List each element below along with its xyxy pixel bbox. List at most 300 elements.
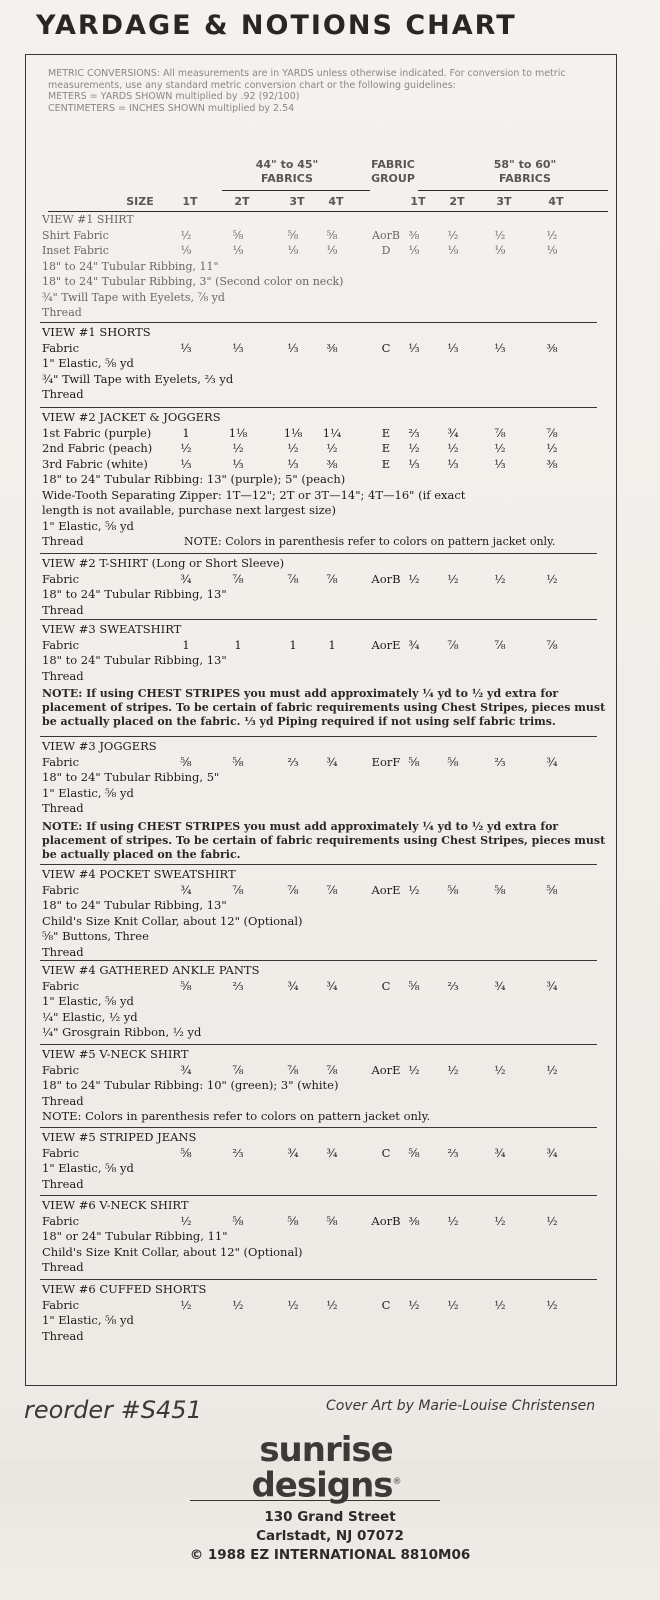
yardage-44-2t: 1⅛ [228,425,248,440]
yardage-58-4t: ⅝ [546,882,558,897]
header-fabric-group: FABRIC GROUP [371,158,415,185]
row-label: 18" to 24" Tubular Ribbing, 13" [42,898,227,912]
yardage-58-4t: ⅑ [546,244,558,257]
publisher-address [120,1508,540,1565]
row-label: 1" Elastic, ⅝ yd [42,1161,134,1175]
notion-row [40,1078,612,1094]
yardage-44-3t: 1 [289,637,297,652]
row-label: Fabric [42,1297,80,1312]
yardage-58-4t: ¾ [546,978,558,993]
yardage-58-2t: ½ [447,228,459,242]
size-header-3t-58: 3T [496,195,512,208]
section-view-6-cuffed-shorts [40,1282,612,1344]
yardage-44-3t: ½ [287,441,299,455]
yardage-44-3t: ⅞ [287,1062,299,1077]
notion-row [40,372,612,388]
cover-art-credit: Cover Art by Marie-Louise Christensen [326,1398,596,1414]
row-label: Fabric [42,637,80,652]
fabric-row [40,1298,612,1314]
row-label: ¼" Grosgrain Ribbon, ½ yd [42,1025,202,1039]
row-label: 18" to 24" Tubular Ribbing, 13" [42,653,227,667]
row-label: Fabric [42,340,80,355]
centimeters-line: CENTIMETERS = INCHES SHOWN multiplied by 2.54 [48,102,295,114]
row-label: 1" Elastic, ⅝ yd [42,1313,134,1327]
yardage-44-3t: ⅝ [287,1213,299,1228]
yardage-58-1t: ⅝ [408,1145,420,1160]
yardage-58-4t: ½ [546,1297,558,1312]
yardage-44-2t: ⅞ [232,1062,244,1077]
row-label: 1" Elastic, ⅝ yd [42,518,134,533]
notion-row [40,1161,612,1177]
yardage-44-2t: ⅝ [232,754,244,769]
yardage-44-2t: ⅓ [232,456,244,471]
section-divider [40,1044,597,1045]
yardage-58-2t: ⅞ [447,637,459,652]
size-header-1t-58: 1T [410,195,426,208]
yardage-58-1t: ½ [408,441,420,455]
address-city: Carlstadt, NJ 07072 [256,1528,404,1544]
yardage-44-4t: ⅝ [326,1213,338,1228]
yardage-44-1t: ½ [180,228,192,242]
yardage-44-3t: ⅞ [287,882,299,897]
yardage-44-2t: ½ [232,1297,244,1312]
notion-row [40,488,612,504]
yardage-44-4t: ⅜ [326,456,338,471]
section-view-4-pocket-sweatshirt [40,867,612,960]
notion-row [40,387,612,403]
yardage-44-3t: ⅔ [287,754,299,769]
header-rule-right [418,190,608,191]
section-heading: VIEW #4 POCKET SWEATSHIRT [42,867,236,881]
section-heading: VIEW #2 T-SHIRT (Long or Short Sleeve) [42,556,285,570]
row-label: Inset Fabric [42,244,109,257]
notion-row [40,1260,612,1276]
yardage-44-4t: ¾ [326,754,338,769]
section-heading: VIEW #4 GATHERED ANKLE PANTS [42,963,260,977]
chest-stripes-note: NOTE: If using CHEST STRIPES you must add approximately ¼ yd to ½ yd extra for placement of stripes. To be certain of fabric requirements using Chest Stripes, pieces must be actually placed on the fabric. [42,819,606,861]
yardage-44-4t: ⅞ [326,571,338,586]
yardage-44-1t: ½ [180,1213,192,1228]
fabric-row [40,441,612,457]
row-label: Thread [42,534,84,548]
notion-row [40,587,612,603]
row-label: Fabric [42,882,80,897]
fabric-row [40,1214,612,1230]
header-58-fabrics: 58" to 60" FABRICS [493,158,557,185]
section-view-6-v-neck-shirt [40,1198,612,1276]
size-header-1t-44: 1T [182,195,198,208]
yardage-44-1t: ½ [180,1297,192,1312]
fabric-group-code: C [381,1297,391,1312]
yardage-44-2t: ⅞ [232,882,244,897]
yardage-44-2t: ⅓ [232,340,244,355]
size-header-4t-44: 4T [328,195,344,208]
notion-row [40,929,612,945]
fabric-row [40,755,612,771]
section-view-3-sweatshirt [40,622,612,729]
fabric-group-code: C [381,340,391,355]
fabric-row [40,1146,612,1162]
yardage-44-4t: ⅝ [326,228,338,242]
yardage-58-2t: ¾ [447,425,459,440]
notion-row [40,1109,612,1125]
reorder-number: reorder #S451 [24,1396,202,1424]
yardage-58-1t: ⅑ [408,244,420,257]
yardage-44-2t: ⅑ [232,244,244,257]
yardage-44-4t: ⅜ [326,340,338,355]
yardage-44-2t: ⅝ [232,1213,244,1228]
notion-row [40,274,612,290]
notion-row [40,472,612,488]
yardage-58-3t: ⅔ [494,754,506,769]
yardage-58-2t: ⅔ [447,978,459,993]
fabric-row [40,426,612,442]
fabric-group-code: E [381,425,391,440]
yardage-58-4t: ⅜ [546,340,558,355]
fabric-row [40,341,612,357]
row-label: Fabric [42,571,80,586]
section-divider [40,1279,597,1280]
logo-word-designs: designs® [251,1465,401,1506]
fabric-group-code: AorE [371,637,401,652]
yardage-58-3t: ½ [494,1062,506,1077]
yardage-58-2t: ⅑ [447,244,459,257]
yardage-44-3t: ⅓ [287,340,299,355]
row-label: Shirt Fabric [42,228,109,242]
yardage-44-4t: ½ [326,441,338,455]
section-view-5-v-neck-shirt [40,1047,612,1125]
yardage-58-4t: ⅞ [546,425,558,440]
yardage-44-4t: 1 [328,637,336,652]
fabric-group-code: E [381,456,391,471]
section-heading: VIEW #1 SHIRT [42,213,134,226]
yardage-44-1t: ⅝ [180,978,192,993]
fabric-row [40,883,612,899]
yardage-44-4t: ⅑ [326,244,338,257]
section-divider [40,619,597,620]
yardage-58-4t: ⅜ [546,456,558,471]
section-view-2-t-shirt-long-or-short-sleeve [40,556,612,618]
yardage-58-2t: ½ [447,441,459,455]
yardage-58-4t: ½ [546,571,558,586]
fabric-group-code: AorB [372,228,400,242]
yardage-58-3t: ⅓ [494,456,506,471]
row-label: 18" or 24" Tubular Ribbing, 11" [42,1229,228,1243]
yardage-58-1t: ⅓ [408,456,420,471]
yardage-58-4t: ¾ [546,1145,558,1160]
fabric-group-code: EorF [371,754,401,769]
fabric-row [40,572,612,588]
yardage-44-3t: ¾ [287,1145,299,1160]
notion-row [40,786,612,802]
yardage-44-2t: ½ [232,441,244,455]
row-label: 1" Elastic, ⅝ yd [42,785,134,800]
row-label: ⅝" Buttons, Three [42,929,149,943]
yardage-44-3t: ⅓ [287,456,299,471]
row-label: Wide-Tooth Separating Zipper: 1T—12"; 2T or 3T—14"; 4T—16" (if exact [42,487,466,502]
logo-word-sunrise: sunrise [259,1430,393,1470]
chest-stripes-note: NOTE: If using CHEST STRIPES you must add approximately ¼ yd to ½ yd extra for placement of stripes. To be certain of fabric requirements using Chest Stripes, pieces must be actually placed on the fabric. ⅓ yd Piping required if not using self fabric trims. [42,687,606,728]
yardage-44-1t: ½ [180,441,192,455]
row-label: Thread [42,306,82,319]
fabric-row [40,228,612,244]
header-44-fabrics: 44" to 45" FABRICS [255,158,319,185]
yardage-58-1t: ⅝ [408,978,420,993]
section-divider [40,553,597,554]
yardage-58-2t: ½ [447,1062,459,1077]
address-rule [190,1500,440,1501]
notion-row [40,1313,612,1329]
yardage-58-4t: ½ [546,1213,558,1228]
yardage-44-4t: ⅞ [326,882,338,897]
yardage-58-1t: ½ [408,571,420,586]
section-divider [40,864,597,865]
yardage-44-3t: ⅑ [287,244,299,257]
yardage-58-4t: ½ [546,1062,558,1077]
fabric-group-code: AorE [371,1062,401,1077]
row-label: Thread [42,602,84,617]
section-heading: VIEW #5 STRIPED JEANS [42,1130,197,1144]
yardage-58-3t: ⅓ [494,340,506,355]
notion-row [40,898,612,914]
yardage-58-3t: ½ [494,1297,506,1312]
row-label: 1" Elastic, ⅝ yd [42,994,134,1008]
section-view-1-shorts [40,325,612,403]
row-label: 3rd Fabric (white) [42,456,148,471]
yardage-44-4t: ⅞ [326,1062,338,1077]
yardage-58-2t: ⅝ [447,882,459,897]
fabric-row [40,243,612,259]
fabric-group-code: E [381,441,391,455]
notion-row [40,1177,612,1193]
fabric-row [40,979,612,995]
header-size: SIZE [126,195,154,208]
yardage-58-1t: ⅜ [408,228,420,242]
fabric-group-code: AorB [371,571,401,586]
yardage-58-1t: ⅝ [408,754,420,769]
yardage-44-4t: ¾ [326,978,338,993]
row-label: Child's Size Knit Collar, about 12" (Optional) [42,1244,303,1259]
section-view-5-striped-jeans [40,1130,612,1192]
section-heading: VIEW #6 V-NECK SHIRT [42,1198,189,1212]
yardage-44-1t: ⅓ [180,456,192,471]
yardage-58-3t: ½ [494,441,506,455]
yardage-44-2t: ⅞ [232,571,244,586]
size-header-2t-58: 2T [449,195,465,208]
yardage-44-1t: ⅓ [180,340,192,355]
row-label: 18" to 24" Tubular Ribbing, 3" (Second color on neck) [42,275,344,288]
notion-row [40,1010,612,1026]
row-label: 18" to 24" Tubular Ribbing, 11" [42,259,219,273]
row-label: Thread [42,944,84,959]
notion-row [40,534,612,550]
notion-row [40,1329,612,1345]
section-divider [40,736,597,737]
section-view-4-gathered-ankle-pants [40,963,612,1041]
fabric-row [40,457,612,473]
row-label: Thread [42,801,84,815]
fabric-group-code: D [381,244,391,257]
yardage-58-2t: ⅓ [447,340,459,355]
yardage-44-1t: ⅝ [180,1145,192,1160]
yardage-58-4t: ¾ [546,754,558,769]
notion-row [40,994,612,1010]
section-divider [40,1195,597,1196]
yardage-58-3t: ¾ [494,978,506,993]
notion-row [40,770,612,786]
yardage-44-1t: ⅝ [180,754,192,769]
section-view-3-joggers [40,739,612,862]
section-view-2-jacket-joggers [40,410,612,550]
section-heading: VIEW #5 V-NECK SHIRT [42,1047,189,1061]
section-heading: VIEW #1 SHORTS [42,325,151,339]
header-rule-left [222,190,370,191]
row-label: Fabric [42,1145,80,1160]
copyright-line: © 1988 EZ INTERNATIONAL 8810M06 [189,1547,471,1563]
yardage-58-1t: ¾ [408,637,420,652]
fabric-group-code: AorB [371,1213,401,1228]
section-heading: VIEW #2 JACKET & JOGGERS [42,410,221,424]
notion-row [40,519,612,535]
yardage-58-1t: ⅜ [408,1213,420,1228]
row-label: NOTE: Colors in parenthesis refer to colors on pattern jacket only. [42,1109,431,1123]
row-label: ¼" Elastic, ½ yd [42,1009,138,1024]
notion-row [40,1245,612,1261]
notion-row [40,669,612,685]
yardage-44-2t: 1 [234,637,242,652]
yardage-44-1t: ¾ [180,882,192,897]
notion-row [40,603,612,619]
yardage-58-3t: ½ [494,1213,506,1228]
row-label: ¾" Twill Tape with Eyelets, ⅔ yd [42,371,234,386]
notion-row [40,1229,612,1245]
row-label: Child's Size Knit Collar, about 12" (Optional) [42,913,303,928]
yardage-58-3t: ⅑ [494,244,506,257]
meters-line: METERS = YARDS SHOWN multiplied by .92 (92/100) [48,91,300,102]
size-header-2t-44: 2T [234,195,250,208]
yardage-58-1t: ½ [408,882,420,897]
yardage-44-1t: ⅑ [180,244,192,257]
metric-paragraph: METRIC CONVERSIONS: All measurements are in YARDS unless otherwise indicated. For conversion to metric measurements, use any standard metric conversion chart or the following guidelines: [48,68,566,91]
row-label: 18" to 24" Tubular Ribbing, 13" [42,587,227,601]
row-label: Thread [42,1093,84,1108]
yardage-58-3t: ⅞ [494,637,506,652]
yardage-44-1t: ¾ [180,1062,192,1077]
row-label: 1" Elastic, ⅝ yd [42,356,134,370]
row-label: Fabric [42,754,80,769]
yardage-58-1t: ⅔ [408,425,420,440]
yardage-44-3t: ¾ [287,978,299,993]
yardage-58-2t: ½ [447,571,459,586]
sunrise-designs-logo [226,1430,426,1506]
fabric-row [40,638,612,654]
row-label: Thread [42,387,84,401]
yardage-44-2t: ⅔ [232,978,244,993]
yardage-58-2t: ½ [447,1297,459,1312]
yardage-44-3t: ⅝ [287,228,299,242]
notion-row [40,290,612,306]
yardage-58-4t: ⅞ [546,637,558,652]
notion-row [40,1025,612,1041]
notion-row [40,259,612,275]
registered-mark: ® [392,1477,401,1487]
metric-conversion-note [48,68,614,114]
size-header-3t-44: 3T [289,195,305,208]
yardage-58-2t: ⅔ [447,1145,459,1160]
yardage-44-3t: ⅞ [287,571,299,586]
section-divider [40,960,597,961]
fabric-group-code: C [381,1145,391,1160]
yardage-58-2t: ⅓ [447,456,459,471]
row-label: Thread [42,1260,84,1274]
yardage-58-1t: ½ [408,1297,420,1312]
row-label: 18" to 24" Tubular Ribbing: 10" (green); 3" (white) [42,1078,339,1092]
row-label: 1st Fabric (purple) [42,425,152,440]
yardage-58-3t: ¾ [494,1145,506,1160]
yardage-44-1t: 1 [182,425,190,440]
yardage-44-3t: 1⅛ [283,425,303,440]
notion-row [40,356,612,372]
yardage-58-3t: ⅞ [494,425,506,440]
section-divider [40,1127,597,1128]
row-label: Fabric [42,1062,80,1077]
row-label: 2nd Fabric (peach) [42,441,153,455]
yardage-58-3t: ½ [494,571,506,586]
yardage-44-4t: 1¼ [322,425,342,440]
fabric-group-code: AorE [371,882,401,897]
yardage-58-4t: ½ [546,228,558,242]
yardage-58-1t: ½ [408,1062,420,1077]
section-heading: VIEW #3 JOGGERS [42,739,157,753]
notion-row [40,305,612,321]
row-label: Thread [42,668,84,683]
section-view-1-shirt [40,212,612,321]
chart-title: YARDAGE & NOTIONS CHART [36,10,517,41]
row-label: length is not available, purchase next largest size) [42,503,336,517]
row-label: Fabric [42,978,80,993]
yardage-44-2t: ⅝ [232,228,244,242]
yardage-44-4t: ¾ [326,1145,338,1160]
notion-row [40,914,612,930]
row-label: 18" to 24" Tubular Ribbing: 13" (purple); 5" (peach) [42,472,346,486]
section-divider [40,322,597,323]
row-label: Thread [42,1328,84,1343]
fabric-group-code: C [381,978,391,993]
notion-row [40,801,612,817]
yardage-58-1t: ⅓ [408,340,420,355]
yardage-58-2t: ½ [447,1213,459,1228]
notion-row [40,945,612,961]
yardage-44-1t: ¾ [180,571,192,586]
yardage-58-4t: ½ [546,441,558,455]
yardage-44-2t: ⅔ [232,1145,244,1160]
yardage-58-3t: ½ [494,228,506,242]
notion-row [40,503,612,519]
yardage-44-4t: ½ [326,1297,338,1312]
section-heading: VIEW #3 SWEATSHIRT [42,622,182,636]
row-label: Thread [42,1176,84,1191]
section-divider [40,407,597,408]
notion-row [40,1094,612,1110]
size-header-4t-58: 4T [548,195,564,208]
row-label: Fabric [42,1213,80,1228]
notion-row [40,653,612,669]
fabric-row [40,1063,612,1079]
yardage-58-3t: ⅝ [494,882,506,897]
address-street: 130 Grand Street [264,1509,396,1525]
row-label: ¾" Twill Tape with Eyelets, ⅞ yd [42,290,225,304]
yardage-44-3t: ½ [287,1297,299,1312]
